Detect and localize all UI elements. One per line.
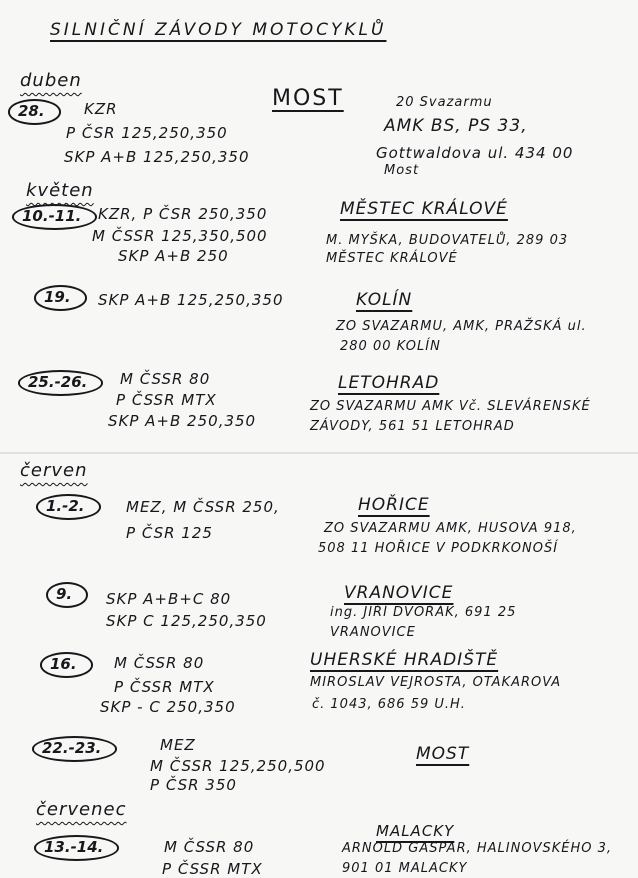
race-classes: SKP C 125,250,350 [106, 612, 267, 630]
event-date: 19. [34, 285, 87, 311]
organizer-address: MĚSTEC KRÁLOVÉ [326, 251, 458, 266]
organizer-address: VRANOVICE [330, 625, 416, 640]
event-date: 25.-26. [18, 370, 103, 396]
event-date: 28. [8, 99, 61, 125]
race-classes: MEZ [160, 736, 196, 754]
organizer-address: 280 00 KOLÍN [340, 339, 441, 354]
race-venue: KOLÍN [356, 290, 413, 310]
race-venue: UHERSKÉ HRADIŠTĚ [310, 650, 499, 670]
organizer-address: ZO SVAZARMU AMK Vč. SLEVÁRENSKÉ [310, 399, 591, 414]
month-heading: červenec [36, 799, 127, 820]
organizer-address: ing. JIŘÍ DVOŘÁK, 691 25 [330, 605, 517, 620]
organizer-address: ZÁVODY, 561 51 LETOHRAD [310, 419, 515, 434]
race-classes: M ČSSR 80 [114, 654, 205, 672]
document-title: SILNIČNÍ ZÁVODY MOTOCYKLŮ [50, 20, 387, 40]
race-venue: VRANOVICE [344, 583, 454, 603]
race-classes: P ČSR 125,250,350 [66, 124, 228, 142]
month-heading: červen [20, 460, 88, 481]
race-classes: P ČSSR MTX [116, 391, 217, 409]
race-venue: MOST [416, 744, 470, 764]
race-classes: M ČSSR 80 [164, 838, 255, 856]
organizer-address: ZO SVAZARMU, AMK, PRAŽSKÁ ul. [336, 319, 587, 334]
race-venue: LETOHRAD [338, 373, 440, 393]
event-date: 16. [40, 652, 93, 678]
race-classes: P ČSSR MTX [114, 678, 215, 696]
race-venue: MALACKY [376, 822, 455, 840]
organizer-address: ARNOLD GASPAR, HALINOVSKÉHO 3, [342, 841, 612, 856]
organizer-address: ZO SVAZARMU AMK, HUSOVA 918, [324, 521, 577, 536]
race-classes: M ČSSR 125,350,500 [92, 227, 268, 245]
organizer-address: AMK BS, PS 33, [384, 116, 528, 136]
organizer-address: 508 11 HOŘICE V PODKRKONOŠÍ [318, 541, 559, 556]
race-classes: KZR [84, 100, 118, 118]
race-venue: MOST [272, 86, 344, 111]
organizer-address: 901 01 MALACKY [342, 861, 468, 876]
month-heading: květen [26, 180, 94, 201]
event-date: 9. [46, 582, 88, 608]
race-classes: MEZ, M ČSSR 250, [126, 498, 280, 516]
organizer-address: 20 Svazarmu [396, 95, 493, 110]
race-classes: SKP A+B+C 80 [106, 590, 232, 608]
race-classes: SKP - C 250,350 [100, 698, 236, 716]
organizer-address: M. MYŠKA, BUDOVATELŮ, 289 03 [326, 233, 569, 248]
organizer-address: Gottwaldova ul. 434 00 [376, 144, 574, 162]
race-venue: HOŘICE [358, 495, 430, 515]
race-classes: P ČSR 125 [126, 524, 213, 542]
event-date: 10.-11. [12, 204, 97, 230]
race-classes: SKP A+B 125,250,350 [98, 291, 284, 309]
paper-fold-line [0, 452, 638, 454]
race-classes: SKP A+B 125,250,350 [64, 148, 250, 166]
race-classes: KZR, P ČSR 250,350 [98, 205, 268, 223]
race-classes: M ČSSR 80 [120, 370, 211, 388]
race-classes: SKP A+B 250 [118, 247, 229, 265]
event-date: 1.-2. [36, 494, 101, 520]
race-classes: M ČSSR 125,250,500 [150, 757, 326, 775]
race-classes: SKP A+B 250,350 [108, 412, 257, 430]
race-classes: P ČSSR MTX [162, 860, 263, 878]
organizer-address: č. 1043, 686 59 U.H. [312, 697, 466, 712]
race-classes: P ČSR 350 [150, 776, 237, 794]
organizer-address: Most [384, 163, 420, 178]
month-heading: duben [20, 70, 82, 91]
event-date: 22.-23. [32, 736, 117, 762]
organizer-address: MIROSLAV VEJROSTA, OTAKAROVA [310, 675, 562, 690]
event-date: 13.-14. [34, 835, 119, 861]
race-venue: MĚSTEC KRÁLOVÉ [340, 199, 508, 219]
